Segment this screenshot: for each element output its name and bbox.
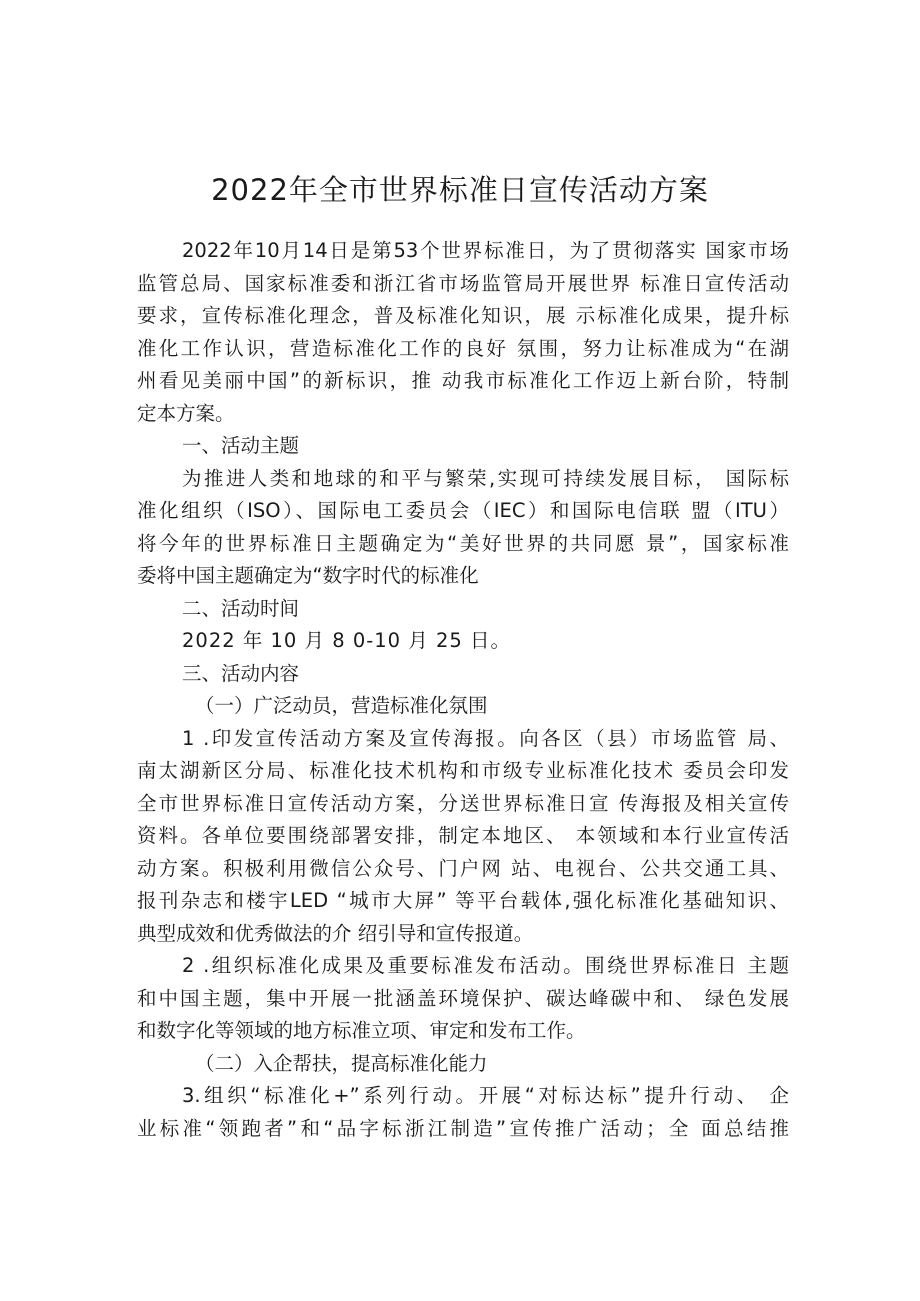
- section-heading-content: 三、活动内容: [182, 661, 300, 685]
- paragraph-item3-line: 业标准“领跑者”和“品字标浙江制造”宣传推广活动；全 面总结推: [137, 1116, 789, 1140]
- document-title: 2022年全市世界标准日宣传活动方案: [211, 173, 709, 207]
- paragraph-intro-line: 州看见美丽中国”的新标识，推 动我市标准化工作迈上新台阶，特制: [137, 369, 789, 392]
- paragraph-item1-line: 1 .印发宣传活动方案及宣传海报。向各区（县）市场监管 局、: [182, 726, 789, 750]
- section-heading-theme: 一、活动主题: [182, 434, 300, 457]
- paragraph-theme-line: 将今年的世界标准日主题确定为“美好世界的共同愿 景”，国家标准: [137, 531, 789, 555]
- paragraph-item2-line: 和数字化等领域的地方标准立项、审定和发布工作。: [137, 1019, 586, 1042]
- paragraph-intro-line: 定本方案。: [137, 401, 235, 425]
- paragraph-item1-line: 南太湖新区分局、标准化技术机构和市级专业标准化技术 委员会印发: [137, 759, 789, 782]
- paragraph-intro-line: 要求，宣传标准化理念，普及标准化知识，展 示标准化成果，提升标: [137, 304, 789, 327]
- paragraph-intro-line: 2022年10月14日是第53个世界标准日，为了贯彻落实 国家市场: [182, 239, 789, 262]
- paragraph-item1-line: 动方案。积极利用微信公众号、门户网 站、电视台、公共交通工具、: [137, 856, 789, 880]
- activity-dates: 2022 年 10 月 8 0-10 月 25 日。: [182, 629, 512, 652]
- paragraph-theme-line: 委将中国主题确定为“数字时代的标准化: [137, 564, 479, 587]
- subsection-heading-mobilize: （一）广泛动员，营造标准化氛围: [195, 694, 488, 717]
- paragraph-item1-line: 典型成效和优秀做法的介 绍引导和宣传报道。: [137, 921, 534, 945]
- paragraph-item1-line: 报刊杂志和楼宇LED “城市大屏” 等平台载体,强化标准化基础知识、: [137, 889, 789, 912]
- section-heading-time: 二、活动时间: [182, 596, 300, 620]
- paragraph-theme-line: 为推进人类和地球的和平与繁荣,实现可持续发展目标， 国际标: [182, 466, 789, 490]
- paragraph-item1-line: 资料。各单位要围绕部署安排，制定本地区、 本领域和本行业宣传活: [137, 824, 789, 847]
- paragraph-intro-line: 监管总局、国家标准委和浙江省市场监管局开展世界 标准日宣传活动: [137, 271, 789, 295]
- document-body: [137, 235, 789, 1145]
- paragraph-item2-line: 2 .组织标准化成果及重要标准发布活动。围绕世界标准日 主题: [182, 954, 789, 977]
- paragraph-theme-line: 准化组织（ISO）、国际电工委员会（IEC）和国际电信联 盟（ITU）: [137, 499, 789, 522]
- paragraph-item2-line: 和中国主题，集中开展一批涵盖环境保护、碳达峰碳中和、 绿色发展: [137, 986, 789, 1010]
- paragraph-intro-line: 准化工作认识，营造标准化工作的良好 氛围，努力让标准成为“在湖: [137, 336, 789, 360]
- paragraph-item3-line: 3.组织“标准化+”系列行动。开展“对标达标”提升行动、 企: [182, 1084, 789, 1107]
- paragraph-item1-line: 全市世界标准日宣传活动方案，分送世界标准日宣 传海报及相关宣传: [137, 791, 789, 815]
- subsection-heading-enterprise: （二）入企帮扶，提高标准化能力: [195, 1051, 488, 1075]
